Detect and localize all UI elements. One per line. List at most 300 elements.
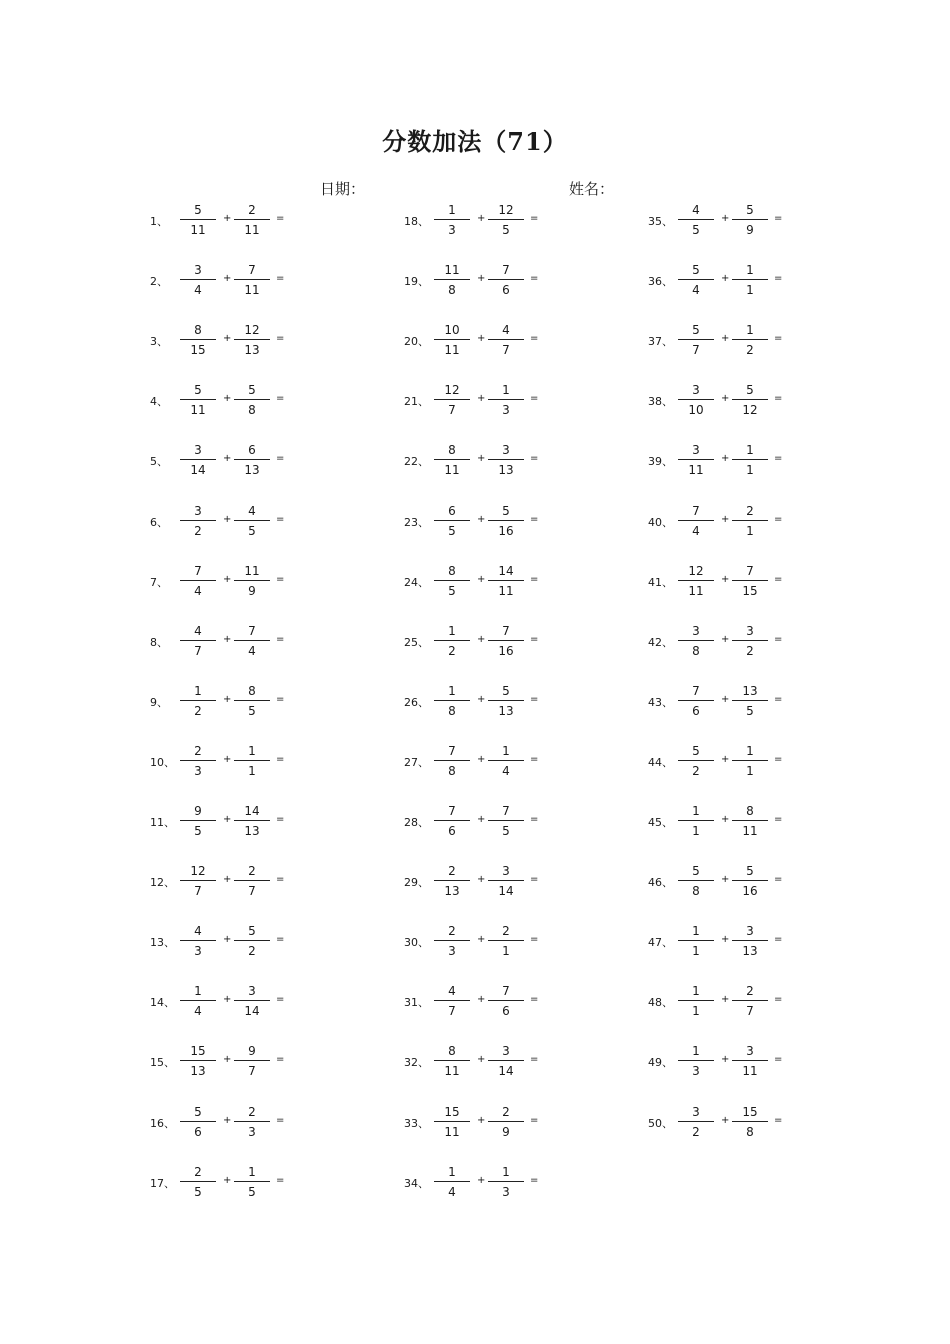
fraction-second xyxy=(732,923,768,959)
equals-sign: = xyxy=(774,934,783,945)
numerator: 3 xyxy=(692,443,700,457)
numerator: 3 xyxy=(248,984,256,998)
fraction-first xyxy=(180,983,216,1019)
fraction-second xyxy=(488,262,524,298)
fraction-second xyxy=(234,863,270,899)
problem-item xyxy=(150,202,320,238)
problem-number: 50、 xyxy=(648,1117,673,1130)
problem-number: 37、 xyxy=(648,335,673,348)
fraction-bar xyxy=(732,700,768,701)
fraction-bar xyxy=(434,880,470,881)
denominator: 15 xyxy=(742,584,758,598)
equals-sign: = xyxy=(774,994,783,1005)
fraction-bar xyxy=(434,640,470,641)
equals-sign: = xyxy=(276,273,285,284)
denominator: 13 xyxy=(190,1064,206,1078)
fraction-first xyxy=(434,1043,470,1079)
denominator: 8 xyxy=(692,644,700,658)
equals-sign: = xyxy=(530,213,539,224)
fraction-bar xyxy=(180,1060,216,1061)
equals-sign: = xyxy=(774,1054,783,1065)
fraction-bar xyxy=(488,760,524,761)
plus-sign: + xyxy=(477,874,486,885)
fraction-bar xyxy=(180,880,216,881)
fraction-first xyxy=(678,262,714,298)
fraction-bar xyxy=(732,459,768,460)
numerator: 7 xyxy=(448,804,456,818)
denominator: 7 xyxy=(248,884,256,898)
problem-item xyxy=(404,743,574,779)
denominator: 11 xyxy=(444,1064,460,1078)
fraction-second xyxy=(488,623,524,659)
plus-sign: + xyxy=(477,1115,486,1126)
problem-item xyxy=(648,322,818,358)
fraction-bar xyxy=(488,279,524,280)
plus-sign: + xyxy=(223,754,232,765)
fraction-second xyxy=(732,863,768,899)
fraction-bar xyxy=(434,219,470,220)
numerator: 3 xyxy=(194,504,202,518)
fraction-bar xyxy=(234,700,270,701)
numerator: 5 xyxy=(248,383,256,397)
problem-item xyxy=(648,983,818,1019)
plus-sign: + xyxy=(477,634,486,645)
fraction-bar xyxy=(234,459,270,460)
problem-number: 25、 xyxy=(404,636,429,649)
numerator: 5 xyxy=(746,203,754,217)
numerator: 1 xyxy=(248,1165,256,1179)
numerator: 7 xyxy=(448,744,456,758)
fraction-bar xyxy=(180,640,216,641)
plus-sign: + xyxy=(721,1115,730,1126)
denominator: 1 xyxy=(746,524,754,538)
denominator: 2 xyxy=(194,704,202,718)
fraction-bar xyxy=(488,640,524,641)
fraction-second xyxy=(234,623,270,659)
denominator: 7 xyxy=(448,403,456,417)
numerator: 12 xyxy=(190,864,206,878)
fraction-bar xyxy=(234,219,270,220)
fraction-bar xyxy=(678,399,714,400)
denominator: 11 xyxy=(244,223,260,237)
denominator: 9 xyxy=(248,584,256,598)
plus-sign: + xyxy=(477,754,486,765)
fraction-bar xyxy=(434,459,470,460)
fraction-bar xyxy=(732,520,768,521)
fraction-second xyxy=(488,683,524,719)
fraction-second xyxy=(234,1104,270,1140)
problem-number: 29、 xyxy=(404,876,429,889)
plus-sign: + xyxy=(477,393,486,404)
denominator: 11 xyxy=(742,1064,758,1078)
denominator: 7 xyxy=(448,1004,456,1018)
fraction-second xyxy=(234,503,270,539)
problem-number: 48、 xyxy=(648,996,673,1009)
equals-sign: = xyxy=(530,273,539,284)
denominator: 3 xyxy=(502,1185,510,1199)
fraction-bar xyxy=(180,279,216,280)
equals-sign: = xyxy=(774,694,783,705)
numerator: 7 xyxy=(692,684,700,698)
denominator: 4 xyxy=(692,524,700,538)
fraction-first xyxy=(180,563,216,599)
denominator: 3 xyxy=(194,944,202,958)
problem-number: 36、 xyxy=(648,275,673,288)
denominator: 13 xyxy=(244,343,260,357)
numerator: 1 xyxy=(248,744,256,758)
numerator: 1 xyxy=(746,443,754,457)
fraction-second xyxy=(234,803,270,839)
problem-number: 12、 xyxy=(150,876,175,889)
plus-sign: + xyxy=(223,574,232,585)
denominator: 11 xyxy=(190,403,206,417)
denominator: 11 xyxy=(244,283,260,297)
plus-sign: + xyxy=(223,453,232,464)
equals-sign: = xyxy=(774,273,783,284)
problem-number: 5、 xyxy=(150,455,168,468)
problem-item xyxy=(648,803,818,839)
equals-sign: = xyxy=(530,1054,539,1065)
fraction-bar xyxy=(488,459,524,460)
fraction-first xyxy=(434,1104,470,1140)
denominator: 14 xyxy=(498,884,514,898)
numerator: 8 xyxy=(746,804,754,818)
equals-sign: = xyxy=(774,754,783,765)
problem-item xyxy=(404,923,574,959)
equals-sign: = xyxy=(276,1054,285,1065)
fraction-first xyxy=(180,1043,216,1079)
plus-sign: + xyxy=(223,634,232,645)
fraction-first xyxy=(434,743,470,779)
fraction-bar xyxy=(678,459,714,460)
problem-item xyxy=(648,863,818,899)
denominator: 9 xyxy=(746,223,754,237)
plus-sign: + xyxy=(721,754,730,765)
equals-sign: = xyxy=(530,934,539,945)
fraction-first xyxy=(434,262,470,298)
denominator: 14 xyxy=(498,1064,514,1078)
problem-item xyxy=(150,1043,320,1079)
plus-sign: + xyxy=(721,333,730,344)
numerator: 2 xyxy=(248,1105,256,1119)
denominator: 2 xyxy=(248,944,256,958)
equals-sign: = xyxy=(276,814,285,825)
plus-sign: + xyxy=(223,333,232,344)
problem-item xyxy=(150,683,320,719)
denominator: 3 xyxy=(448,944,456,958)
denominator: 7 xyxy=(248,1064,256,1078)
denominator: 7 xyxy=(746,1004,754,1018)
name-label: 姓名： xyxy=(569,180,615,198)
fraction-first xyxy=(180,503,216,539)
numerator: 9 xyxy=(194,804,202,818)
problem-number: 46、 xyxy=(648,876,673,889)
numerator: 12 xyxy=(444,383,460,397)
numerator: 10 xyxy=(444,323,460,337)
fraction-bar xyxy=(434,1181,470,1182)
fraction-second xyxy=(488,743,524,779)
numerator: 3 xyxy=(692,1105,700,1119)
problem-number: 39、 xyxy=(648,455,673,468)
plus-sign: + xyxy=(477,694,486,705)
problem-item xyxy=(648,202,818,238)
numerator: 4 xyxy=(502,323,510,337)
fraction-second xyxy=(732,623,768,659)
numerator: 7 xyxy=(746,564,754,578)
numerator: 5 xyxy=(194,203,202,217)
fraction-second xyxy=(488,1164,524,1200)
problem-number: 26、 xyxy=(404,696,429,709)
numerator: 7 xyxy=(502,263,510,277)
fraction-second xyxy=(732,1104,768,1140)
fraction-first xyxy=(678,1043,714,1079)
denominator: 6 xyxy=(692,704,700,718)
equals-sign: = xyxy=(530,393,539,404)
fraction-bar xyxy=(678,880,714,881)
problem-item xyxy=(150,382,320,418)
fraction-second xyxy=(732,382,768,418)
numerator: 1 xyxy=(502,1165,510,1179)
numerator: 4 xyxy=(448,984,456,998)
equals-sign: = xyxy=(774,453,783,464)
problem-number: 21、 xyxy=(404,395,429,408)
fraction-first xyxy=(180,803,216,839)
equals-sign: = xyxy=(774,874,783,885)
numerator: 6 xyxy=(248,443,256,457)
numerator: 1 xyxy=(746,744,754,758)
problem-number: 47、 xyxy=(648,936,673,949)
fraction-bar xyxy=(234,1181,270,1182)
denominator: 4 xyxy=(248,644,256,658)
numerator: 5 xyxy=(692,263,700,277)
fraction-bar xyxy=(180,1000,216,1001)
denominator: 11 xyxy=(190,223,206,237)
problem-item xyxy=(404,983,574,1019)
problem-number: 18、 xyxy=(404,215,429,228)
fraction-bar xyxy=(678,940,714,941)
fraction-bar xyxy=(732,940,768,941)
denominator: 6 xyxy=(194,1125,202,1139)
plus-sign: + xyxy=(477,574,486,585)
problem-item xyxy=(648,442,818,478)
fraction-first xyxy=(180,442,216,478)
fraction-first xyxy=(434,803,470,839)
plus-sign: + xyxy=(477,514,486,525)
problem-number: 38、 xyxy=(648,395,673,408)
denominator: 16 xyxy=(742,884,758,898)
problem-item xyxy=(150,983,320,1019)
denominator: 14 xyxy=(244,1004,260,1018)
problem-number: 11、 xyxy=(150,816,175,829)
denominator: 9 xyxy=(502,1125,510,1139)
fraction-bar xyxy=(678,760,714,761)
numerator: 1 xyxy=(448,203,456,217)
fraction-first xyxy=(434,983,470,1019)
problem-number: 7、 xyxy=(150,576,168,589)
numerator: 5 xyxy=(194,1105,202,1119)
denominator: 8 xyxy=(448,764,456,778)
plus-sign: + xyxy=(223,694,232,705)
denominator: 10 xyxy=(688,403,704,417)
problem-number: 35、 xyxy=(648,215,673,228)
numerator: 8 xyxy=(248,684,256,698)
fraction-first xyxy=(180,683,216,719)
numerator: 7 xyxy=(502,804,510,818)
denominator: 3 xyxy=(502,403,510,417)
fraction-first xyxy=(180,322,216,358)
fraction-first xyxy=(678,503,714,539)
fraction-second xyxy=(488,1104,524,1140)
fraction-first xyxy=(678,623,714,659)
plus-sign: + xyxy=(721,994,730,1005)
denominator: 6 xyxy=(502,283,510,297)
equals-sign: = xyxy=(530,1175,539,1186)
numerator: 8 xyxy=(194,323,202,337)
numerator: 2 xyxy=(746,984,754,998)
fraction-bar xyxy=(678,1060,714,1061)
numerator: 9 xyxy=(248,1044,256,1058)
problem-item xyxy=(648,262,818,298)
numerator: 1 xyxy=(194,684,202,698)
equals-sign: = xyxy=(774,514,783,525)
problem-number: 32、 xyxy=(404,1056,429,1069)
numerator: 12 xyxy=(498,203,514,217)
fraction-bar xyxy=(234,640,270,641)
numerator: 1 xyxy=(448,1165,456,1179)
denominator: 11 xyxy=(444,343,460,357)
problem-item xyxy=(404,503,574,539)
equals-sign: = xyxy=(530,814,539,825)
denominator: 6 xyxy=(448,824,456,838)
plus-sign: + xyxy=(721,694,730,705)
denominator: 7 xyxy=(194,884,202,898)
problem-number: 6、 xyxy=(150,516,168,529)
problem-item xyxy=(648,382,818,418)
numerator: 3 xyxy=(692,624,700,638)
plus-sign: + xyxy=(477,333,486,344)
denominator: 5 xyxy=(692,223,700,237)
equals-sign: = xyxy=(276,393,285,404)
numerator: 7 xyxy=(502,624,510,638)
fraction-bar xyxy=(732,760,768,761)
numerator: 3 xyxy=(194,443,202,457)
denominator: 7 xyxy=(692,343,700,357)
denominator: 8 xyxy=(746,1125,754,1139)
denominator: 5 xyxy=(502,223,510,237)
fraction-first xyxy=(678,382,714,418)
numerator: 5 xyxy=(502,504,510,518)
fraction-bar xyxy=(234,580,270,581)
denominator: 2 xyxy=(448,644,456,658)
denominator: 1 xyxy=(746,283,754,297)
plus-sign: + xyxy=(721,634,730,645)
denominator: 11 xyxy=(688,463,704,477)
fraction-bar xyxy=(488,880,524,881)
fraction-bar xyxy=(678,700,714,701)
plus-sign: + xyxy=(721,453,730,464)
denominator: 11 xyxy=(498,584,514,598)
problem-item xyxy=(404,442,574,478)
denominator: 3 xyxy=(692,1064,700,1078)
problem-item xyxy=(648,563,818,599)
fraction-bar xyxy=(488,1121,524,1122)
fraction-bar xyxy=(180,459,216,460)
denominator: 8 xyxy=(448,704,456,718)
numerator: 15 xyxy=(444,1105,460,1119)
denominator: 5 xyxy=(248,704,256,718)
fraction-second xyxy=(732,683,768,719)
numerator: 1 xyxy=(746,323,754,337)
plus-sign: + xyxy=(477,934,486,945)
fraction-bar xyxy=(180,820,216,821)
fraction-bar xyxy=(434,820,470,821)
plus-sign: + xyxy=(477,273,486,284)
fraction-bar xyxy=(434,760,470,761)
date-label: 日期： xyxy=(320,180,366,198)
fraction-second xyxy=(732,983,768,1019)
plus-sign: + xyxy=(223,273,232,284)
fraction-bar xyxy=(488,580,524,581)
denominator: 1 xyxy=(502,944,510,958)
numerator: 2 xyxy=(502,924,510,938)
fraction-second xyxy=(732,322,768,358)
fraction-bar xyxy=(488,399,524,400)
denominator: 16 xyxy=(498,524,514,538)
fraction-second xyxy=(234,683,270,719)
problem-number: 24、 xyxy=(404,576,429,589)
numerator: 7 xyxy=(502,984,510,998)
plus-sign: + xyxy=(477,1054,486,1065)
problem-item xyxy=(648,683,818,719)
problem-number: 49、 xyxy=(648,1056,673,1069)
numerator: 2 xyxy=(248,864,256,878)
fraction-first xyxy=(434,202,470,238)
fraction-bar xyxy=(180,760,216,761)
equals-sign: = xyxy=(530,333,539,344)
equals-sign: = xyxy=(530,994,539,1005)
denominator: 4 xyxy=(194,1004,202,1018)
problem-item xyxy=(150,863,320,899)
fraction-first xyxy=(434,923,470,959)
denominator: 14 xyxy=(190,463,206,477)
problem-number: 1、 xyxy=(150,215,168,228)
problem-item xyxy=(404,683,574,719)
denominator: 5 xyxy=(746,704,754,718)
numerator: 2 xyxy=(248,203,256,217)
plus-sign: + xyxy=(223,393,232,404)
denominator: 7 xyxy=(502,343,510,357)
numerator: 1 xyxy=(692,804,700,818)
denominator: 13 xyxy=(444,884,460,898)
fraction-bar xyxy=(434,1060,470,1061)
equals-sign: = xyxy=(276,934,285,945)
denominator: 1 xyxy=(692,1004,700,1018)
equals-sign: = xyxy=(774,574,783,585)
numerator: 14 xyxy=(498,564,514,578)
fraction-bar xyxy=(732,219,768,220)
problem-number: 34、 xyxy=(404,1177,429,1190)
fraction-second xyxy=(234,1164,270,1200)
problem-number: 40、 xyxy=(648,516,673,529)
equals-sign: = xyxy=(276,1175,285,1186)
denominator: 5 xyxy=(448,584,456,598)
fraction-bar xyxy=(180,399,216,400)
equals-sign: = xyxy=(276,1115,285,1126)
equals-sign: = xyxy=(276,634,285,645)
numerator: 14 xyxy=(244,804,260,818)
numerator: 5 xyxy=(692,864,700,878)
fraction-first xyxy=(180,623,216,659)
